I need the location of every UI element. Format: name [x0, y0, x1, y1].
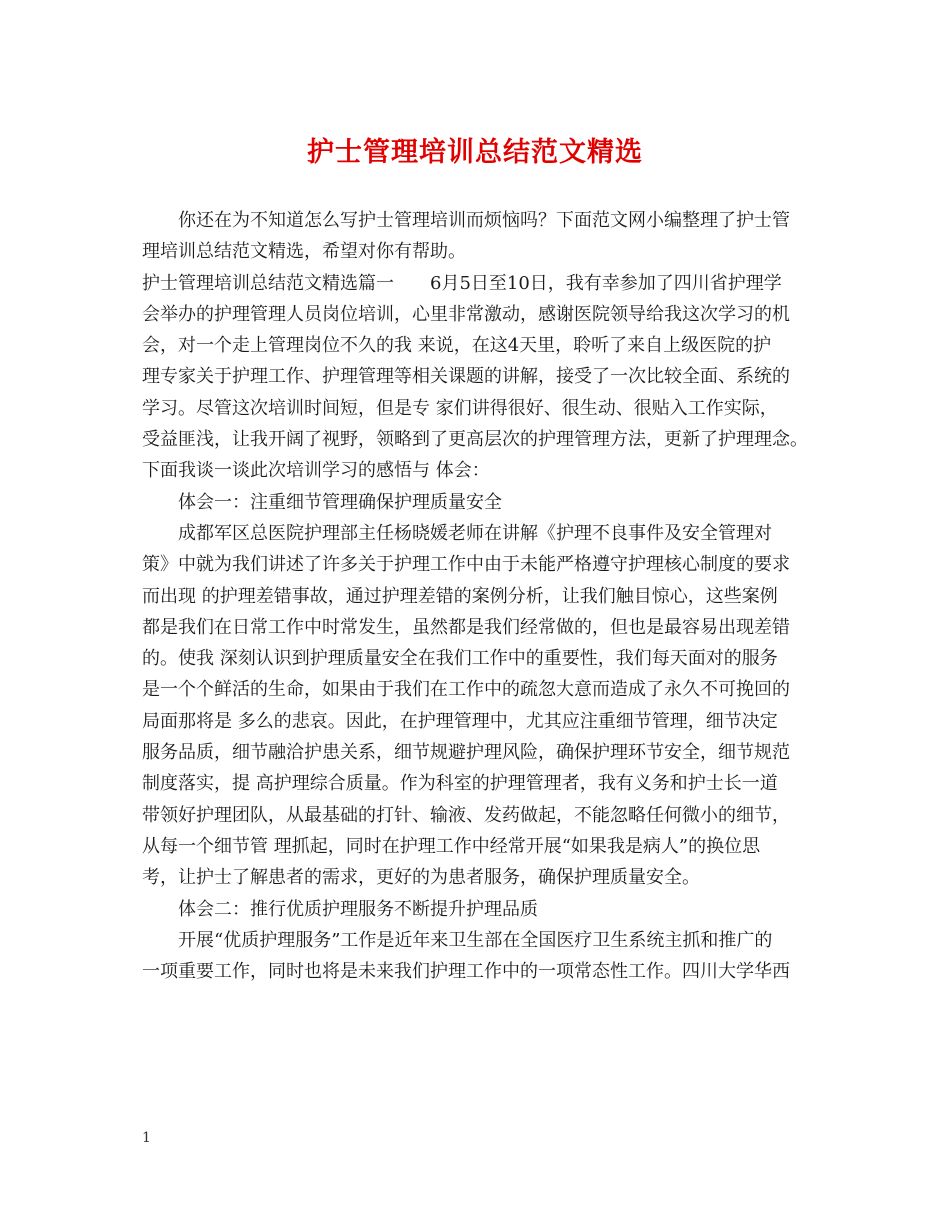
text-line: 会，对一个走上管理岗位不久的我 来说，在这4天里，聆听了来自上级医院的护 [142, 335, 772, 357]
text-line: 成都军区总医院护理部主任杨晓媛老师在讲解《护理不良事件及安全管理对 [178, 522, 772, 544]
text-line: 从每一个细节管 理抓起，同时在护理工作中经常开展“如果我是病人”的换位思 [142, 835, 761, 857]
text-line: 护士管理培训总结范文精选篇一 6月5日至10日，我有幸参加了四川省护理学 [142, 272, 782, 294]
text-line: 会举办的护理管理人员岗位培训，心里非常激动，感谢医院领导给我这次学习的机 [142, 303, 790, 325]
page-number: 1 [142, 1130, 151, 1146]
text-line: 学习。尽管这次培训时间短，但是专 家们讲得很好、很生动、很贴入工作实际， [142, 397, 778, 419]
text-line: 的。使我 深刻认识到护理质量安全在我们工作中的重要性，我们每天面对的服务 [142, 648, 778, 670]
text-line: 制度落实，提 高护理综合质量。作为科室的护理管理者，我有义务和护士长一道 [142, 773, 778, 795]
text-line: 体会一：注重细节管理确保护理质量安全 [178, 491, 502, 513]
text-line: 服务品质，细节融洽护患关系，细节规避护理风险，确保护理环节安全，细节规范 [142, 742, 790, 764]
text-line: 而出现 的护理差错事故，通过护理差错的案例分析，让我们触目惊心，这些案例 [142, 585, 778, 607]
text-line: 是一个个鲜活的生命，如果由于我们在工作中的疏忽大意而造成了永久不可挽回的 [142, 679, 790, 701]
text-line: 一项重要工作，同时也将是未来我们护理工作中的一项常态性工作。四川大学华西 [142, 961, 790, 983]
text-line: 考，让护士了解患者的需求，更好的为患者服务，确保护理质量安全。 [142, 867, 700, 889]
text-line: 体会二：推行优质护理服务不断提升护理品质 [178, 898, 538, 920]
document-title: 护士管理培训总结范文精选 [307, 137, 643, 168]
text-line: 带领好护理团队，从最基础的打针、输液、发药做起，不能忽略任何微小的细节， [142, 804, 790, 826]
text-line: 你还在为不知道怎么写护士管理培训而烦恼吗？下面范文网小编整理了护士管 [178, 210, 790, 231]
text-line: 下面我谈一谈此次培训学习的感悟与 体会： [142, 460, 490, 482]
text-line: 都是我们在日常工作中时常发生，虽然都是我们经常做的，但也是最容易出现差错 [142, 616, 790, 638]
text-line: 理培训总结范文精选，希望对你有帮助。 [142, 241, 466, 263]
document-body [142, 205, 814, 987]
text-line: 策》中就为我们讲述了许多关于护理工作中由于未能严格遵守护理核心制度的要求 [142, 554, 790, 576]
text-line: 局面那将是 多么的悲哀。因此，在护理管理中，尤其应注重细节管理，细节决定 [142, 710, 778, 732]
text-line: 开展“优质护理服务”工作是近年来卫生部在全国医疗卫生系统主抓和推广的 [178, 929, 773, 951]
text-line: 受益匪浅，让我开阔了视野，领略到了更高层次的护理管理方法，更新了护理理念。 [142, 429, 808, 451]
text-line: 理专家关于护理工作、护理管理等相关课题的讲解，接受了一次比较全面、系统的 [142, 366, 790, 388]
